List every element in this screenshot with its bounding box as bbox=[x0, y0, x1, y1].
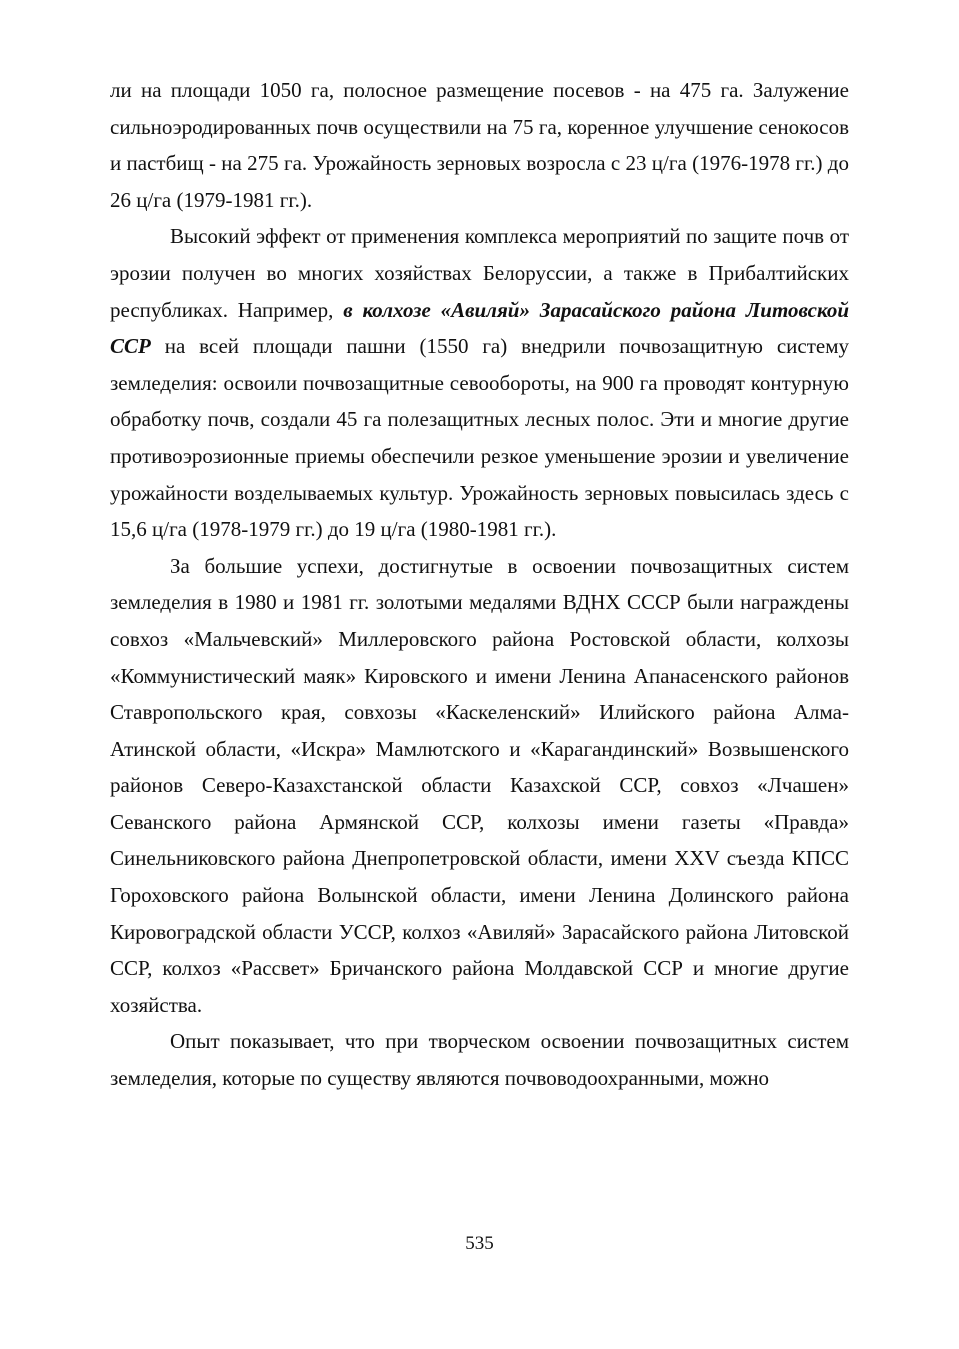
paragraph-2-text-after: на всей площади пашни (1550 га) внедрили почвозащитную систему земледелия: освоили почвозащитные севообороты, на 900 га проводят контурную обработку почв, создали 45 га полезащитных лесных полос. Эти и многие другие противоэрозионные приемы обеспечили резкое уменьшение эрозии и увеличение урожайности возделываемых культур. Урожайность зерновых повысилась здесь с 15,6 ц/га (1978-1979 гг.) до 19 ц/га (1980-1981 гг.). bbox=[110, 334, 849, 542]
paragraph-2-text-before: Высокий эффект от применения комплекса мероприятий по защите почв от эрозии получен во многих хозяйствах Белоруссии, а также в Прибалтийских республиках. Например, bbox=[110, 224, 849, 322]
paragraph-2-emphasis: в колхозе «Авиляй» Зарасайского района Литовской ССР bbox=[110, 297, 849, 359]
paragraph-2 bbox=[110, 218, 849, 547]
paragraph-4: Опыт показывает, что при творческом освоении почвозащитных систем земледелия, которые по существу являются почвоводоохранными, можно bbox=[110, 1029, 849, 1091]
page-body bbox=[110, 72, 849, 1097]
paragraph-3: За большие успехи, достигнутые в освоении почвозащитных систем земледелия в 1980 и 1981 гг. золотыми медалями ВДНХ СССР были награждены совхоз «Мальчевский» Миллеровского района Ростовской области, колхозы «Коммунистический маяк» Кировского и имени Ленина Апанасенского районов Ставропольского края, совхозы «Каскеленский» Илийского района Алма-Атинской области, «Искра» Мамлютского и «Карагандинский» Возвышенского районов Северо-Казахстанской области Казахской ССР, совхоз «Лчашен» Севанского района Армянской ССР, колхозы имени газеты «Правда» Синельниковского района Днепропетровской области, имени XXV съезда КПСС Гороховского района Волынской области, имени Ленина Долинского района Кировоградской области УССР, колхоз «Авиляй» Зарасайского района Литовской ССР, колхоз «Рассвет» Бричанского района Молдавской ССР и многие другие хозяйства. bbox=[110, 553, 849, 1017]
page-number: 535 bbox=[465, 1233, 494, 1254]
paragraph-1: ли на площади 1050 га, полосное размещение посевов - на 475 га. Залужение сильноэродированных почв осуществили на 75 га, коренное улучшение сенокосов и пастбищ - на 275 га. Урожайность зерновых возросла с 23 ц/га (1976-1978 гг.) до 26 ц/га (1979-1981 гг.). bbox=[110, 78, 849, 212]
